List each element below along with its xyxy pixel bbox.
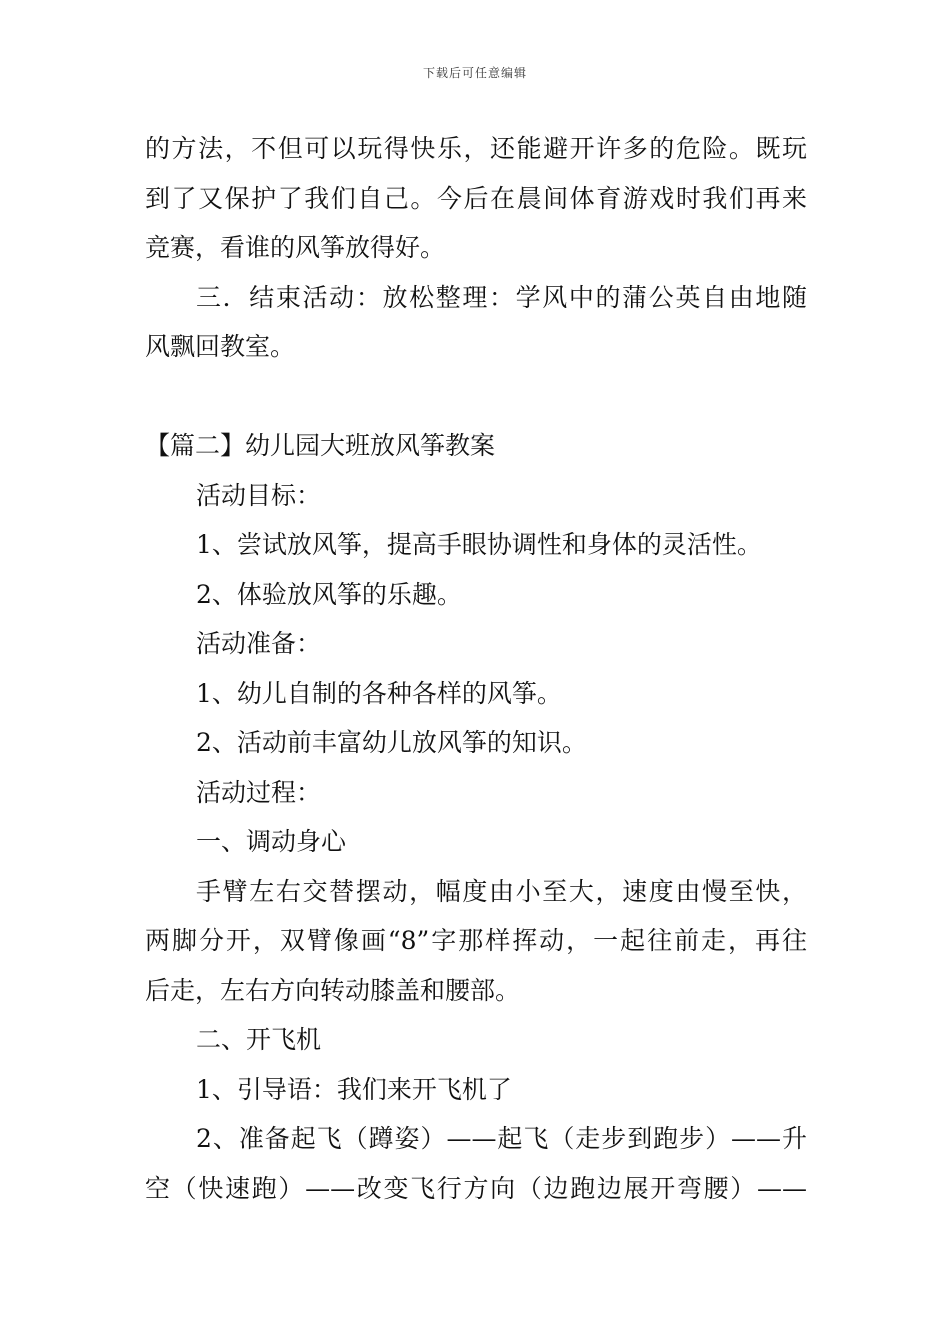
page-header: 下载后可任意编辑 — [422, 66, 527, 80]
text-line: 二、开飞机 — [196, 1025, 322, 1054]
text-line: 1、引导语：我们来开飞机了 — [196, 1074, 512, 1104]
text-line: 2、活动前丰富幼儿放风筝的知识。 — [196, 728, 587, 757]
text-line: 活动准备： — [196, 629, 322, 658]
text-line: 到了又保护了我们自己。今后在晨间体育游戏时我们再来 — [145, 183, 807, 213]
text-line: 一、调动身心 — [196, 827, 347, 856]
paragraph-gap — [145, 372, 807, 422]
text-line: 两脚分开，双臂像画“8”字那样挥动，一起往前走，再往 — [145, 926, 807, 955]
document-body — [145, 124, 807, 1213]
text-line: 三．结束活动：放松整理：学风中的蒲公英自由地随 — [196, 282, 807, 312]
text-line: 手臂左右交替摆动，幅度由小至大，速度由慢至快， — [196, 876, 807, 906]
text-line: 的方法，不但可以玩得快乐，还能避开许多的危险。既玩 — [145, 134, 807, 163]
section-title: 【篇二】幼儿园大班放风筝教案 — [145, 431, 496, 460]
text-line: 活动过程： — [196, 777, 322, 807]
text-line: 后走，左右方向转动膝盖和腰部。 — [145, 975, 521, 1005]
text-line: 2、准备起飞（蹲姿）——起飞（走步到跑步）——升 — [196, 1124, 807, 1153]
text-line: 1、尝试放风筝，提高手眼协调性和身体的灵活性。 — [196, 530, 762, 559]
text-line: 活动目标： — [196, 480, 322, 510]
text-line: 空（快速跑）——改变飞行方向（边跑边展开弯腰）—— — [145, 1173, 807, 1203]
text-line: 竞赛，看谁的风筝放得好。 — [145, 233, 446, 262]
text-line: 1、幼儿自制的各种各样的风筝。 — [196, 678, 562, 708]
text-line: 风飘回教室。 — [145, 332, 296, 361]
text-line: 2、体验放风筝的乐趣。 — [196, 579, 462, 609]
